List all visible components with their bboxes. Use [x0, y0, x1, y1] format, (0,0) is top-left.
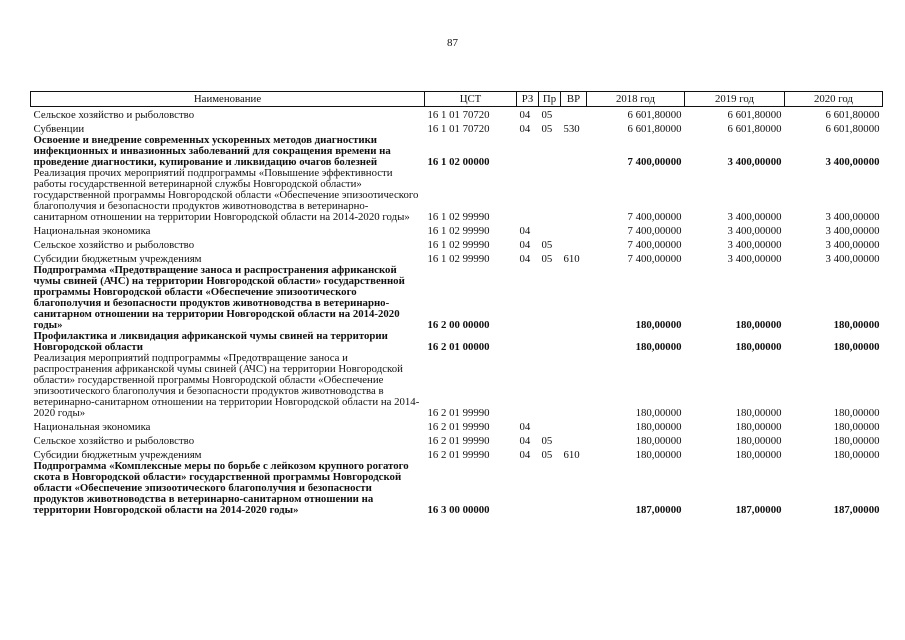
cell-cst: 16 1 02 99990 — [427, 253, 490, 265]
table-row — [31, 331, 883, 353]
cell-cst: 16 2 01 99990 — [427, 435, 490, 447]
cell-rz: 04 — [519, 253, 531, 265]
table-row — [31, 419, 883, 433]
cell-2020: 3 400,00000 — [825, 225, 880, 237]
cell-2019: 3 400,00000 — [727, 156, 782, 168]
cell-rz — [517, 265, 539, 331]
header-2019: 2019 год — [685, 92, 785, 107]
header-cst: ЦСТ — [425, 92, 517, 107]
cell-pr — [539, 353, 561, 419]
cell-rz: 04 — [519, 435, 531, 447]
header-pr: Пр — [539, 92, 561, 107]
cell-2018: 7 400,00000 — [627, 156, 682, 168]
cell-pr — [539, 331, 561, 353]
cell-2019: 6 601,80000 — [727, 123, 782, 135]
cell-vr — [561, 353, 587, 419]
cell-2020: 6 601,80000 — [825, 109, 880, 121]
cell-cst: 16 3 00 00000 — [427, 504, 490, 516]
cell-cst: 16 1 02 99990 — [427, 239, 490, 251]
cell-pr — [539, 265, 561, 331]
cell-rz — [517, 331, 539, 353]
table-row — [31, 433, 883, 447]
cell-name: Освоение и внедрение современных ускоренных методов диагностики инфекционных и инвазионных заболеваний для сокращения времени на проведение диагностики, купирование и ликвидацию очагов болезней — [33, 134, 391, 168]
cell-2020: 187,00000 — [833, 504, 880, 516]
cell-vr — [561, 107, 587, 122]
cell-cst: 16 1 02 00000 — [427, 156, 490, 168]
cell-pr: 05 — [541, 109, 553, 121]
cell-2018: 7 400,00000 — [627, 253, 682, 265]
cell-2018: 187,00000 — [635, 504, 682, 516]
cell-cst: 16 1 02 99990 — [427, 211, 490, 223]
cell-name: Подпрограмма «Предотвращение заноса и распространения африканской чумы свиней (АЧС) на территории Новгородской области» государственной программы Новгородской области «Обеспечение эпизоотического благополучия и безопасности продуктов животноводства в ветеринарно-санитарном отношении на территории Новгородской области на 2014-2020 годы» — [33, 264, 405, 331]
table-row — [31, 135, 883, 168]
budget-table — [30, 91, 883, 516]
cell-2019: 6 601,80000 — [727, 109, 782, 121]
cell-name: Субсидии бюджетным учреждениям — [33, 253, 202, 265]
cell-2020: 180,00000 — [833, 407, 880, 419]
header-rz: РЗ — [517, 92, 539, 107]
cell-vr — [561, 461, 587, 516]
table-row — [31, 447, 883, 461]
cell-2020: 6 601,80000 — [825, 123, 880, 135]
cell-name: Сельское хозяйство и рыболовство — [33, 435, 195, 447]
cell-name: Национальная экономика — [33, 421, 151, 433]
cell-rz: 04 — [519, 109, 531, 121]
cell-vr — [561, 265, 587, 331]
cell-2019: 3 400,00000 — [727, 239, 782, 251]
cell-name: Профилактика и ликвидация африканской чумы свиней на территории Новгородской области — [33, 330, 388, 353]
cell-2020: 180,00000 — [833, 341, 880, 353]
cell-name: Национальная экономика — [33, 225, 151, 237]
cell-cst: 16 2 00 00000 — [427, 319, 490, 331]
cell-name: Подпрограмма «Комплексные меры по борьбе с лейкозом крупного рогатого скота в Новгородской области» государственной программы Новгородской области «Обеспечение эпизоотического благополучия и безопасности продуктов животноводства в ветеринарно-санитарном отношении на территории Новгородской области на 2014-2020 годы» — [33, 460, 409, 516]
cell-vr — [561, 419, 587, 433]
cell-cst: 16 2 01 00000 — [427, 341, 490, 353]
table-row — [31, 107, 883, 122]
cell-2019: 3 400,00000 — [727, 211, 782, 223]
cell-2020: 3 400,00000 — [825, 239, 880, 251]
cell-vr: 610 — [563, 253, 580, 265]
cell-rz — [517, 461, 539, 516]
cell-2019: 180,00000 — [735, 421, 782, 433]
cell-2018: 180,00000 — [635, 319, 682, 331]
cell-2020: 180,00000 — [833, 435, 880, 447]
cell-2019: 187,00000 — [735, 504, 782, 516]
cell-2019: 180,00000 — [735, 341, 782, 353]
cell-pr — [539, 461, 561, 516]
cell-vr — [561, 331, 587, 353]
cell-2019: 180,00000 — [735, 449, 782, 461]
cell-name: Субсидии бюджетным учреждениям — [33, 449, 202, 461]
cell-pr: 05 — [541, 123, 553, 135]
cell-vr — [561, 135, 587, 168]
cell-2018: 6 601,80000 — [627, 123, 682, 135]
cell-pr: 05 — [541, 239, 553, 251]
cell-cst: 16 1 01 70720 — [427, 109, 490, 121]
cell-2018: 7 400,00000 — [627, 239, 682, 251]
header-2020: 2020 год — [785, 92, 883, 107]
cell-2020: 180,00000 — [833, 449, 880, 461]
cell-2018: 7 400,00000 — [627, 225, 682, 237]
cell-2020: 3 400,00000 — [825, 253, 880, 265]
cell-2018: 180,00000 — [635, 407, 682, 419]
table-row — [31, 353, 883, 419]
cell-rz: 04 — [519, 239, 531, 251]
cell-2019: 3 400,00000 — [727, 225, 782, 237]
cell-2019: 180,00000 — [735, 407, 782, 419]
cell-2018: 180,00000 — [635, 449, 682, 461]
cell-cst: 16 2 01 99990 — [427, 449, 490, 461]
cell-vr — [561, 433, 587, 447]
cell-name: Сельское хозяйство и рыболовство — [33, 109, 195, 121]
cell-pr — [539, 135, 561, 168]
cell-name: Сельское хозяйство и рыболовство — [33, 239, 195, 251]
cell-2018: 180,00000 — [635, 435, 682, 447]
cell-pr — [539, 419, 561, 433]
table-row — [31, 121, 883, 135]
cell-2019: 180,00000 — [735, 319, 782, 331]
table-row — [31, 237, 883, 251]
table-row — [31, 251, 883, 265]
cell-2019: 3 400,00000 — [727, 253, 782, 265]
cell-pr: 05 — [541, 253, 553, 265]
cell-rz: 04 — [519, 421, 531, 433]
cell-name: Субвенции — [33, 123, 85, 135]
cell-vr: 610 — [563, 449, 580, 461]
cell-vr — [561, 223, 587, 237]
cell-vr — [561, 237, 587, 251]
cell-rz — [517, 353, 539, 419]
page-number: 87 — [447, 37, 458, 49]
cell-rz — [517, 168, 539, 223]
table-row — [31, 223, 883, 237]
cell-rz — [517, 135, 539, 168]
cell-name: Реализация прочих мероприятий подпрограммы «Повышение эффективности работы государственной ветеринарной службы Новгородской области» государственной программы Новгородской области «Обеспечение эпизоотического благополучия и безопасности продуктов животноводства в ветеринарно-санитарном отношении на территории Новгородской области на 2014-2020 годы» — [33, 167, 419, 223]
table-row — [31, 168, 883, 223]
table-header-row — [31, 92, 883, 107]
cell-2020: 180,00000 — [833, 421, 880, 433]
cell-2020: 3 400,00000 — [825, 211, 880, 223]
cell-cst: 16 1 02 99990 — [427, 225, 490, 237]
cell-rz: 04 — [519, 123, 531, 135]
cell-name: Реализация мероприятий подпрограммы «Предотвращение заноса и распространения африканской чумы свиней (АЧС) на территории Новгородской области» государственной программы Новгородской области «Обеспечение эпизоотического благополучия и безопасности продуктов животноводства в ветеринарно-санитарном отношении на территории Новгородской области на 2014-2020 годы» — [33, 352, 420, 419]
cell-pr: 05 — [541, 435, 553, 447]
cell-vr: 530 — [563, 123, 580, 135]
cell-pr: 05 — [541, 449, 553, 461]
cell-2019: 180,00000 — [735, 435, 782, 447]
header-2018: 2018 год — [587, 92, 685, 107]
cell-2018: 180,00000 — [635, 421, 682, 433]
header-name: Наименование — [31, 92, 425, 107]
cell-vr — [561, 168, 587, 223]
cell-2020: 180,00000 — [833, 319, 880, 331]
table-body — [31, 107, 883, 517]
cell-rz: 04 — [519, 225, 531, 237]
cell-2018: 180,00000 — [635, 341, 682, 353]
cell-cst: 16 2 01 99990 — [427, 407, 490, 419]
cell-rz: 04 — [519, 449, 531, 461]
table-row — [31, 461, 883, 516]
cell-2020: 3 400,00000 — [825, 156, 880, 168]
cell-cst: 16 1 01 70720 — [427, 123, 490, 135]
table-row — [31, 265, 883, 331]
cell-2018: 7 400,00000 — [627, 211, 682, 223]
cell-pr — [539, 168, 561, 223]
cell-2018: 6 601,80000 — [627, 109, 682, 121]
cell-cst: 16 2 01 99990 — [427, 421, 490, 433]
cell-pr — [539, 223, 561, 237]
header-vr: ВР — [561, 92, 587, 107]
